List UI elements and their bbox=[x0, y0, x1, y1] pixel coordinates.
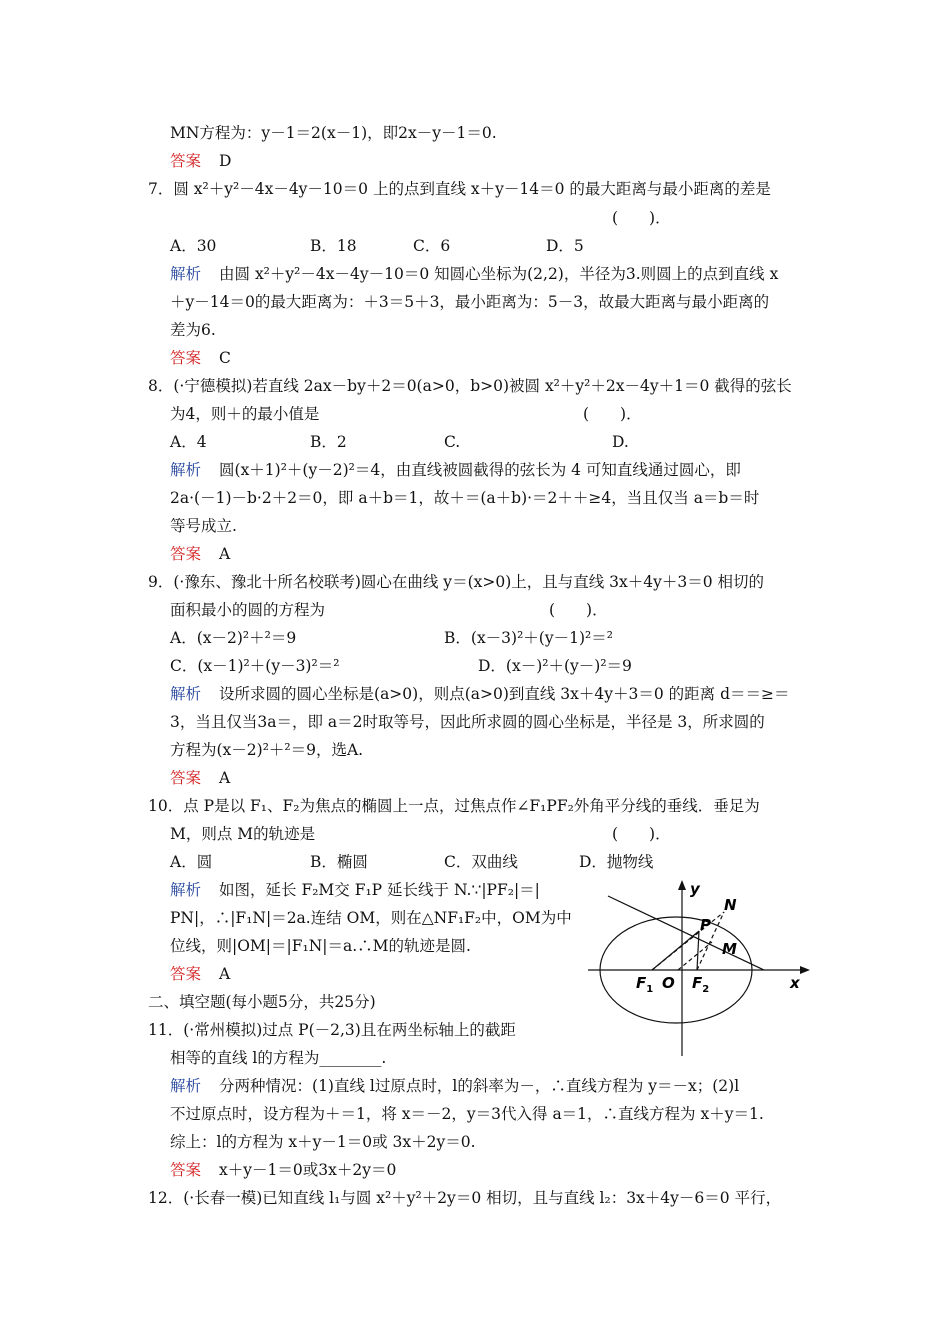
line-text: 11．(·常州模拟)过点 P(－2,3)且在两坐标轴上的截距 bbox=[148, 1021, 516, 1039]
text-line-l31 bbox=[170, 964, 230, 984]
option-l12-0: A．4 bbox=[170, 433, 207, 451]
answer-label: 答案 bbox=[170, 349, 202, 367]
text-line-l29 bbox=[170, 908, 572, 928]
text-line-l28 bbox=[170, 880, 540, 900]
text-line-l16 bbox=[170, 544, 230, 564]
text-line-l30 bbox=[170, 936, 471, 956]
line-text: 方程为(x－2)²＋²＝9，选A. bbox=[170, 741, 364, 759]
option-l05-3: D．5 bbox=[546, 237, 584, 255]
line-text: 二、填空题(每小题5分，共25分) bbox=[148, 993, 376, 1011]
option-l12-2: C. bbox=[444, 433, 461, 451]
text-line-l36 bbox=[170, 1104, 764, 1124]
option-l27-3: D．抛物线 bbox=[579, 853, 654, 871]
answer-label: 答案 bbox=[170, 769, 202, 787]
label-y: y bbox=[690, 880, 700, 898]
line-text: ＋y－14＝0的最大距离为：＋3＝5＋3，最小距离为：5－3，故最大距离与最小距离的 bbox=[170, 293, 770, 311]
line-text: D bbox=[219, 152, 232, 170]
text-line-l33 bbox=[148, 1020, 516, 1040]
text-line-l32 bbox=[148, 992, 376, 1012]
text-line-l04 bbox=[612, 208, 671, 228]
line-text: 不过原点时，设方程为＋＝1，将 x＝－2，y＝3代入得 a＝1，∴直线方程为 x＋y＝1. bbox=[170, 1105, 764, 1123]
line-text: 8．(·宁德模拟)若直线 2ax－by＋2＝0(a>0，b>0)被圆 x²＋y²＋2x－4y＋1＝0 截得的弦长 bbox=[148, 377, 792, 395]
option-l05-1: B．18 bbox=[310, 237, 357, 255]
label-P: P bbox=[700, 916, 711, 934]
text-line-l10 bbox=[148, 376, 792, 396]
text-line-l14 bbox=[170, 488, 759, 508]
text-line-l08 bbox=[170, 320, 216, 340]
line-text: 9．(·豫东、豫北十所名校联考)圆心在曲线 y＝(x>0)上，且与直线 3x＋4y＋3＝0 相切的 bbox=[148, 573, 765, 591]
analysis-label: 解析 bbox=[170, 881, 202, 899]
line-text: A bbox=[219, 965, 231, 983]
text-line-l13 bbox=[170, 460, 741, 480]
label-F1: $F_1$ bbox=[636, 974, 654, 995]
line-text: M，则点 M的轨迹是 bbox=[170, 825, 316, 843]
line-text: ( )． bbox=[549, 601, 608, 619]
option-l12-3: D. bbox=[612, 433, 629, 451]
text-line-l26 bbox=[170, 824, 315, 844]
text-line-l26b bbox=[612, 824, 671, 844]
line-text: 10．点 P是以 F₁、F₂为焦点的椭圆上一点，过焦点作∠F₁PF₂外角平分线的垂线．垂足为 bbox=[148, 797, 760, 815]
analysis-label: 解析 bbox=[170, 685, 202, 703]
label-O: O bbox=[662, 974, 675, 992]
ellipse-figure bbox=[586, 874, 826, 1058]
line-text: 相等的直线 l的方程为________. bbox=[170, 1049, 387, 1067]
line-text: ( )． bbox=[612, 209, 671, 227]
text-line-l37 bbox=[170, 1132, 476, 1152]
answer-label: 答案 bbox=[170, 1161, 202, 1179]
option-l27-2: C．双曲线 bbox=[444, 853, 518, 871]
line-text: 综上：l的方程为 x＋y－1＝0或 3x＋2y＝0. bbox=[170, 1133, 476, 1151]
line-F1-P bbox=[652, 931, 699, 970]
option-l27-1: B．椭圆 bbox=[310, 853, 368, 871]
line-text: 为4，则＋的最小值是 bbox=[170, 405, 320, 423]
option-l12-1: B．2 bbox=[310, 433, 347, 451]
analysis-label: 解析 bbox=[170, 461, 202, 479]
line-text: 设所求圆的圆心坐标是(a>0)，则点(a>0)到直线 3x＋4y＋3＝0 的距离 d＝＝≥＝ bbox=[219, 685, 790, 703]
text-line-l09 bbox=[170, 348, 231, 368]
text-line-l11 bbox=[170, 404, 319, 424]
analysis-label: 解析 bbox=[170, 265, 202, 283]
text-line-l18b bbox=[549, 600, 608, 620]
text-line-l39 bbox=[148, 1188, 781, 1208]
line-text: 位线，则|OM|＝|F₁N|＝a.∴M的轨迹是圆. bbox=[170, 937, 471, 955]
answer-label: 答案 bbox=[170, 152, 202, 170]
line-text: A bbox=[219, 769, 231, 787]
answer-label: 答案 bbox=[170, 545, 202, 563]
line-text: 12．(·长春一模)已知直线 l₁与圆 x²＋y²＋2y＝0 相切，且与直线 l₂：3x＋4y－6＝0 平行， bbox=[148, 1189, 782, 1207]
text-line-l01 bbox=[170, 123, 497, 143]
line-O-M bbox=[678, 942, 712, 970]
line-text: 3，当且仅当3a＝，即 a＝2时取等号，因此所求圆的圆心坐标是，半径是 3，所求圆的 bbox=[170, 713, 765, 731]
label-N: N bbox=[724, 896, 737, 914]
text-line-l38 bbox=[170, 1160, 396, 1180]
text-line-l17 bbox=[148, 572, 764, 592]
text-line-l24 bbox=[170, 768, 230, 788]
option-l05-2: C．6 bbox=[413, 237, 451, 255]
option-l05-0: A．30 bbox=[170, 237, 217, 255]
y-axis-arrow bbox=[678, 880, 686, 890]
text-line-l35 bbox=[170, 1076, 739, 1096]
line-text: 由圆 x²＋y²－4x－4y－10＝0 知圆心坐标为(2,2)，半径为3.则圆上的点到直线 x bbox=[219, 265, 779, 283]
x-axis-arrow bbox=[800, 966, 810, 974]
line-text: 如图，延长 F₂M交 F₁P 延长线于 N.∵|PF₂|＝| bbox=[219, 881, 540, 899]
line-text: A bbox=[219, 545, 231, 563]
label-F2: $F_2$ bbox=[692, 974, 710, 995]
option-l20-0: C．(x－1)²＋(y－3)²＝² bbox=[170, 657, 340, 675]
option-l20-1: D．(x－)²＋(y－)²＝9 bbox=[478, 657, 632, 675]
line-text: x＋y－1＝0或3x＋2y＝0 bbox=[219, 1161, 397, 1179]
line-text: 2a·(－1)－b·2＋2＝0，即 a＋b＝1，故＋＝(a＋b)·＝2＋＋≥4，当且仅当 a＝b＝时 bbox=[170, 489, 760, 507]
answer-label: 答案 bbox=[170, 965, 202, 983]
label-M: M bbox=[722, 940, 737, 958]
option-l27-0: A．圆 bbox=[170, 853, 213, 871]
text-line-l34 bbox=[170, 1048, 386, 1068]
text-line-l15 bbox=[170, 516, 237, 536]
analysis-label: 解析 bbox=[170, 1077, 202, 1095]
line-text: 等号成立. bbox=[170, 517, 237, 535]
line-text: PN|，∴|F₁N|＝2a.连结 OM，则在△NF₁F₂中，OM为中 bbox=[170, 909, 572, 927]
line-text: 圆(x＋1)²＋(y－2)²＝4，由直线被圆截得的弦长为 4 可知直线通过圆心，即 bbox=[219, 461, 741, 479]
line-text: C bbox=[219, 349, 231, 367]
line-text: ( )． bbox=[612, 825, 671, 843]
text-line-l02 bbox=[170, 151, 231, 171]
text-line-l21 bbox=[170, 684, 790, 704]
label-x: x bbox=[790, 974, 800, 992]
line-text: 分两种情况：(1)直线 l过原点时，l的斜率为－，∴直线方程为 y＝－x；(2)l bbox=[219, 1077, 740, 1095]
line-P-F2 bbox=[697, 931, 699, 970]
line-text: 差为6. bbox=[170, 321, 216, 339]
line-text: ( )． bbox=[583, 405, 642, 423]
line-text: 7．圆 x²＋y²－4x－4y－10＝0 上的点到直线 x＋y－14＝0 的最大距离与最小距离的差是 bbox=[148, 180, 771, 198]
text-line-l22 bbox=[170, 712, 765, 732]
line-text: 面积最小的圆的方程为 bbox=[170, 601, 326, 619]
text-line-l23 bbox=[170, 740, 363, 760]
text-line-l11b bbox=[583, 404, 642, 424]
option-l19-0: A．(x－2)²＋²＝9 bbox=[170, 629, 297, 647]
line-text: MN方程为：y－1＝2(x－1)，即2x－y－1＝0. bbox=[170, 124, 497, 142]
text-line-l06 bbox=[170, 264, 778, 284]
text-line-l18 bbox=[170, 600, 325, 620]
text-line-l07 bbox=[170, 292, 769, 312]
text-line-l25 bbox=[148, 796, 760, 816]
option-l19-1: B．(x－3)²＋(y－1)²＝² bbox=[444, 629, 613, 647]
bisector-line bbox=[608, 896, 764, 970]
text-line-l03 bbox=[148, 179, 771, 199]
